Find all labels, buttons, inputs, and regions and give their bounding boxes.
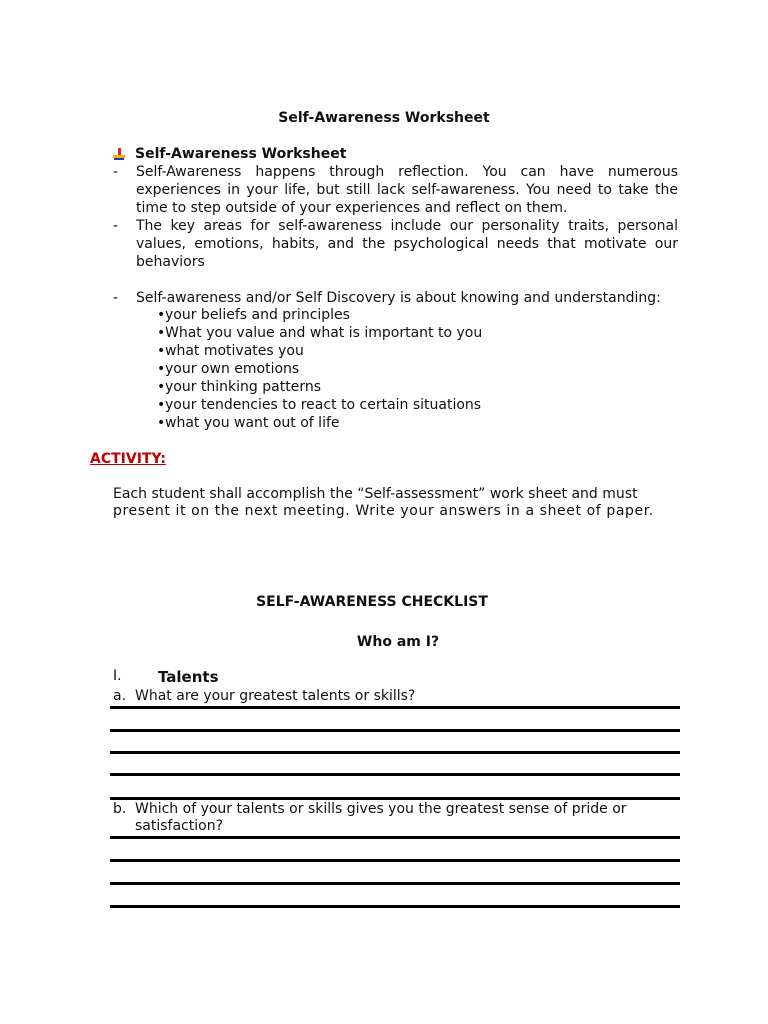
list-item: • What you value and what is important to you <box>157 324 482 342</box>
dash-marker: - <box>113 164 119 180</box>
answer-line[interactable] <box>110 859 680 862</box>
arrow-bullet-icon <box>113 148 125 160</box>
question-letter: b. <box>113 801 127 817</box>
paragraph-text: Self-awareness and/or Self Discovery is about knowing and understanding: <box>136 290 661 306</box>
answer-line[interactable] <box>110 706 680 709</box>
document-title: Self-Awareness Worksheet <box>278 110 490 126</box>
checklist-subtitle: Who am I? <box>356 634 440 650</box>
dash-marker: - <box>113 290 119 306</box>
paragraph-key-areas <box>113 217 678 271</box>
answer-line[interactable] <box>110 882 680 885</box>
paragraph-text: The key areas for self-awareness include our personality traits, personal values, emotions, habits, and the psychological needs that motivate our behaviors <box>136 218 678 270</box>
section-label: Talents <box>158 668 219 686</box>
paragraph-reflection <box>113 163 678 217</box>
answer-line[interactable] <box>110 773 680 776</box>
dash-marker: - <box>113 218 119 234</box>
list-item: • your own emotions <box>157 360 482 378</box>
list-item: • what motivates you <box>157 342 482 360</box>
list-item: • your beliefs and principles <box>157 306 482 324</box>
understanding-list <box>157 306 482 432</box>
answer-line[interactable] <box>110 751 680 754</box>
question-a <box>113 688 673 705</box>
paragraph-text: Self-Awareness happens through reflection. You can have numerous experiences in your life, but still lack self-awareness. You need to take the time to step outside of your experiences and reflect on them. <box>136 164 678 216</box>
list-item: • your thinking patterns <box>157 378 482 396</box>
list-item: • what you want out of life <box>157 414 482 432</box>
section-talents <box>113 668 219 686</box>
section-number: I. <box>113 668 122 684</box>
answer-line[interactable] <box>110 729 680 732</box>
answer-line[interactable] <box>110 797 680 800</box>
list-item: • your tendencies to react to certain situations <box>157 396 482 414</box>
question-text: What are your greatest talents or skills? <box>135 688 416 704</box>
activity-label: ACTIVITY: <box>90 451 166 467</box>
answer-line[interactable] <box>110 836 680 839</box>
section-heading-text: Self-Awareness Worksheet <box>135 146 347 162</box>
paragraph-self-discovery <box>113 289 678 307</box>
question-b <box>113 801 673 835</box>
activity-instructions <box>113 486 693 520</box>
answer-line[interactable] <box>110 905 680 908</box>
activity-line-1: Each student shall accomplish the “Self-assessment” work sheet and must <box>113 486 638 502</box>
question-letter: a. <box>113 688 127 704</box>
question-text: Which of your talents or skills gives you the greatest sense of pride or satisfaction? <box>135 801 627 834</box>
section-heading <box>113 146 346 162</box>
activity-line-2: present it on the next meeting. Write your answers in a sheet of paper. <box>113 503 654 519</box>
checklist-title: SELF-AWARENESS CHECKLIST <box>256 594 488 610</box>
